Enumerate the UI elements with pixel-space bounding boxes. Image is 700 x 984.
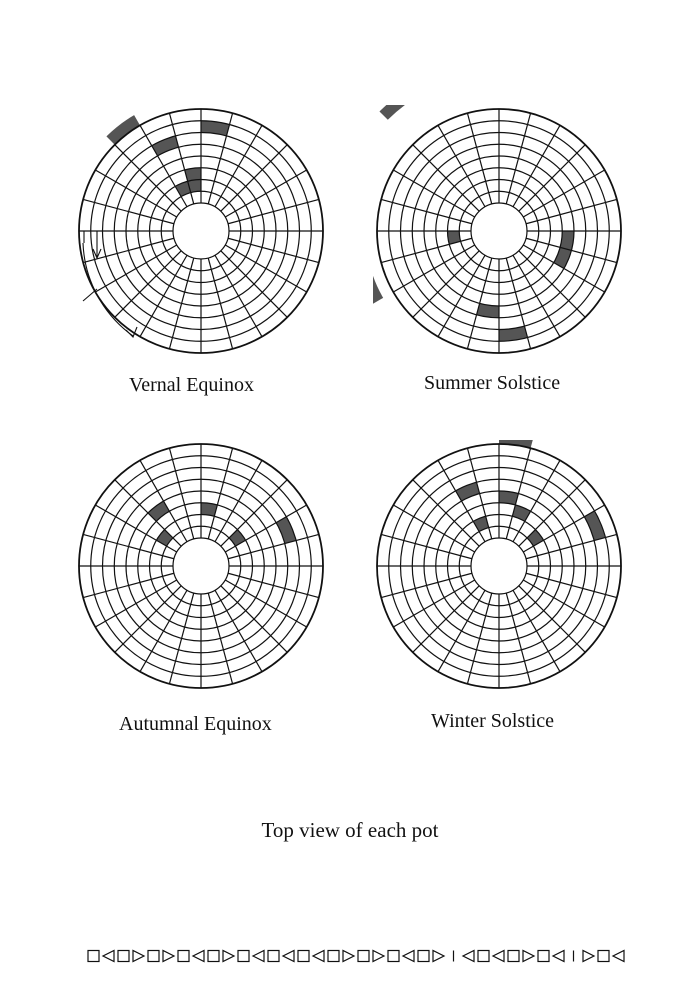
radial-spoke: [393, 245, 474, 292]
radial-spoke: [115, 251, 181, 317]
right-triangle-glyph: [343, 951, 354, 962]
radial-spoke: [438, 255, 485, 336]
radial-spoke: [208, 593, 232, 684]
radial-spoke: [169, 258, 193, 349]
figure-caption: Top view of each pot: [261, 818, 439, 842]
autumnal-equinox-disk: [75, 440, 327, 692]
radial-spoke: [513, 460, 560, 541]
square-glyph: [388, 951, 399, 962]
square-glyph: [238, 951, 249, 962]
radial-spoke: [228, 573, 319, 597]
left-triangle-glyph: [493, 951, 504, 962]
left-triangle-glyph: [103, 951, 114, 962]
left-triangle-glyph: [283, 951, 294, 962]
vernal-equinox-svg: [75, 105, 327, 357]
radial-spoke: [506, 593, 530, 684]
radial-spoke: [221, 586, 287, 652]
autumnal-equinox-caption: Autumnal Equinox: [119, 713, 272, 735]
radial-spoke: [221, 251, 287, 317]
radial-spoke: [215, 590, 262, 671]
radial-spoke: [393, 580, 474, 627]
square-glyph: [538, 951, 549, 962]
radial-spoke: [513, 590, 560, 671]
vernal-equinox-caption: Vernal Equinox: [129, 374, 254, 396]
radial-spoke: [215, 255, 262, 336]
center-hole: [173, 538, 229, 594]
radial-spoke: [95, 580, 176, 627]
radial-spoke: [513, 255, 560, 336]
radial-spoke: [140, 590, 187, 671]
shaded-cell: [527, 530, 543, 547]
left-triangle-glyph: [613, 951, 624, 962]
radial-spoke: [381, 199, 472, 223]
square-glyph: [148, 951, 159, 962]
radial-spoke: [221, 145, 287, 211]
square-glyph: [358, 951, 369, 962]
radial-spoke: [221, 480, 287, 546]
shaded-cell: [156, 530, 172, 547]
winter-solstice-caption: Winter Solstice: [431, 710, 555, 732]
left-triangle-glyph: [253, 951, 264, 962]
radial-spoke: [438, 460, 485, 541]
radial-spoke: [393, 170, 474, 217]
radial-spoke: [381, 534, 472, 558]
summer-grid: [373, 105, 625, 353]
left-triangle-glyph: [313, 951, 324, 962]
radial-spoke: [215, 460, 262, 541]
summer-solstice-disk: [373, 105, 625, 357]
radial-spoke: [95, 170, 176, 217]
radial-spoke: [208, 448, 232, 539]
square-glyph: [268, 951, 279, 962]
right-triangle-glyph: [433, 951, 444, 962]
left-triangle-glyph: [463, 951, 474, 962]
radial-spoke: [95, 245, 176, 292]
radial-spoke: [83, 573, 174, 597]
shaded-cell: [106, 115, 140, 145]
shaded-cell: [229, 530, 245, 547]
right-triangle-glyph: [223, 951, 234, 962]
right-triangle-glyph: [133, 951, 144, 962]
radial-spoke: [519, 586, 585, 652]
winter-solstice-svg: [373, 440, 625, 692]
radial-spoke: [225, 580, 306, 627]
square-glyph: [118, 951, 129, 962]
radial-spoke: [381, 573, 472, 597]
radial-spoke: [523, 170, 604, 217]
radial-spoke: [467, 593, 491, 684]
shaded-cell: [373, 266, 383, 304]
square-glyph: [418, 951, 429, 962]
center-hole: [173, 203, 229, 259]
right-triangle-glyph: [163, 951, 174, 962]
square-glyph: [598, 951, 609, 962]
square-glyph: [88, 951, 99, 962]
radial-spoke: [519, 251, 585, 317]
radial-spoke: [225, 170, 306, 217]
right-triangle-glyph: [373, 951, 384, 962]
square-glyph: [478, 951, 489, 962]
left-triangle-glyph: [193, 951, 204, 962]
center-hole: [471, 203, 527, 259]
vernal-grid: [79, 105, 327, 353]
radial-spoke: [526, 199, 617, 223]
radial-spoke: [83, 199, 174, 223]
left-triangle-glyph: [553, 951, 564, 962]
summer-solstice-svg: [373, 105, 625, 357]
right-triangle-glyph: [583, 951, 594, 962]
path-connector: [83, 289, 97, 301]
autumnal-equinox-svg: [75, 440, 327, 692]
radial-spoke: [169, 593, 193, 684]
radial-spoke: [115, 145, 181, 211]
radial-spoke: [519, 145, 585, 211]
winter-grid: [373, 440, 625, 688]
radial-spoke: [413, 145, 479, 211]
radial-spoke: [228, 199, 319, 223]
radial-spoke: [413, 251, 479, 317]
left-triangle-glyph: [403, 951, 414, 962]
radial-spoke: [513, 125, 560, 206]
radial-spoke: [413, 586, 479, 652]
radial-spoke: [115, 480, 181, 546]
winter-solstice-disk: [373, 440, 625, 692]
radial-spoke: [228, 238, 319, 262]
square-glyph: [178, 951, 189, 962]
radial-spoke: [467, 113, 491, 204]
glyph-sequence: [86, 944, 626, 968]
radial-spoke: [215, 125, 262, 206]
right-triangle-glyph: [523, 951, 534, 962]
radial-spoke: [523, 580, 604, 627]
radial-spoke: [225, 505, 306, 552]
radial-spoke: [115, 586, 181, 652]
radial-spoke: [526, 573, 617, 597]
radial-spoke: [208, 258, 232, 349]
radial-spoke: [225, 245, 306, 292]
square-glyph: [208, 951, 219, 962]
radial-spoke: [381, 238, 472, 262]
summer-solstice-caption: Summer Solstice: [424, 372, 561, 394]
radial-spoke: [140, 255, 187, 336]
square-glyph: [298, 951, 309, 962]
shaded-cell: [379, 105, 420, 120]
radial-spoke: [506, 113, 530, 204]
center-hole: [471, 538, 527, 594]
radial-spoke: [140, 460, 187, 541]
square-glyph: [328, 951, 339, 962]
radial-spoke: [467, 258, 491, 349]
square-glyph: [508, 951, 519, 962]
autumnal-grid: [75, 440, 327, 688]
radial-spoke: [438, 590, 485, 671]
radial-spoke: [438, 125, 485, 206]
radial-spoke: [169, 448, 193, 539]
radial-spoke: [393, 505, 474, 552]
vernal-equinox-disk: [75, 105, 327, 357]
radial-spoke: [140, 125, 187, 206]
